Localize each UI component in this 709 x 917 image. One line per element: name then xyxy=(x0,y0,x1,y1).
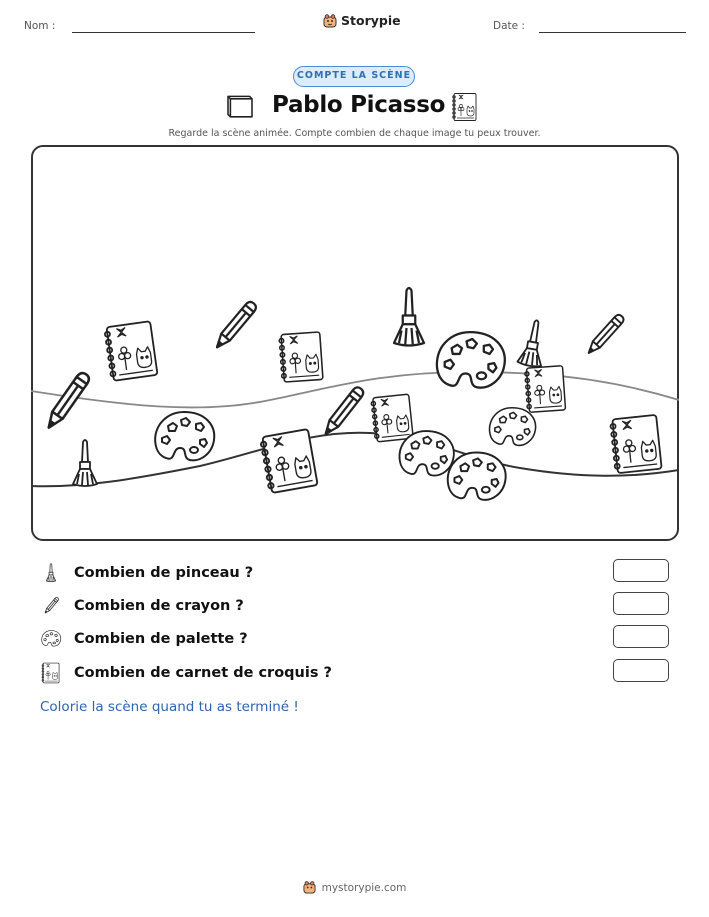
counting-scene xyxy=(31,145,679,541)
name-label: Nom : xyxy=(24,20,56,32)
page-title: Pablo Picasso xyxy=(272,92,446,118)
brand-logo xyxy=(323,13,401,28)
answer-box-paintbrush[interactable] xyxy=(613,559,669,582)
pencil-icon xyxy=(40,595,62,617)
coloring-note: Colorie la scène quand tu as terminé ! xyxy=(40,699,299,715)
paintbrush-icon xyxy=(517,318,549,367)
pencil-icon xyxy=(321,385,365,437)
paintbrush-icon xyxy=(40,562,62,584)
paintbrush-icon xyxy=(73,440,97,486)
answer-box-palette[interactable] xyxy=(613,625,669,648)
pencil-icon xyxy=(44,371,92,431)
palette-icon xyxy=(40,628,62,650)
sketchbook-icon xyxy=(40,662,62,684)
question-paintbrush xyxy=(40,561,253,585)
activity-badge: COMPTE LA SCÈNE xyxy=(293,66,415,87)
palette-icon xyxy=(400,431,454,475)
paintbrush-icon xyxy=(394,288,424,346)
brand-name: Storypie xyxy=(341,13,401,28)
sketchbook-icon xyxy=(610,415,662,474)
footer-url[interactable]: mystorypie.com xyxy=(321,881,407,894)
name-field[interactable] xyxy=(72,32,255,33)
sketchbook-icon xyxy=(371,394,414,442)
question-sketchbook xyxy=(40,661,332,685)
sketchbook-icon xyxy=(524,366,565,413)
palette-icon xyxy=(448,453,506,500)
answer-box-sketchbook[interactable] xyxy=(613,659,669,682)
storypie-mascot-icon xyxy=(323,14,337,28)
answer-box-pencil[interactable] xyxy=(613,592,669,615)
question-text: Combien de pinceau ? xyxy=(74,565,254,581)
sketchbook-icon xyxy=(260,429,318,493)
storypie-mascot-icon xyxy=(303,881,316,894)
question-text: Combien de palette ? xyxy=(74,631,248,647)
date-field[interactable] xyxy=(539,32,686,33)
book-icon xyxy=(226,94,254,118)
sketchbook-icon xyxy=(279,332,323,382)
pencil-icon xyxy=(213,300,258,351)
instructions: Regarde la scène animée. Compte combien de chaque image tu peux trouver. xyxy=(168,128,541,139)
question-text: Combien de carnet de croquis ? xyxy=(74,665,332,681)
date-label: Date : xyxy=(493,20,525,32)
scene-illustration xyxy=(31,145,679,541)
sketchbook-icon xyxy=(452,93,478,121)
question-palette xyxy=(40,627,248,651)
sketchbook-icon xyxy=(104,321,158,381)
palette-icon xyxy=(437,332,505,388)
palette-icon xyxy=(490,408,536,446)
question-pencil xyxy=(40,594,244,618)
palette-icon xyxy=(155,412,214,460)
footer xyxy=(0,881,709,894)
question-text: Combien de crayon ? xyxy=(74,598,244,614)
pencil-icon xyxy=(585,313,625,356)
